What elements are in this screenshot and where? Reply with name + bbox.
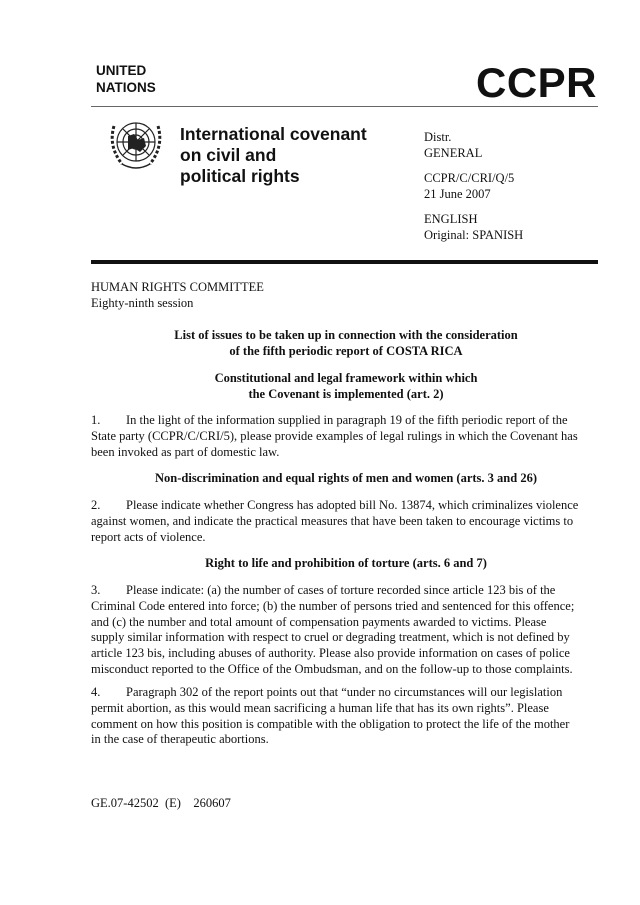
header-divider	[91, 106, 598, 107]
distr-label: Distr.	[424, 130, 452, 144]
org-name	[96, 62, 156, 96]
paragraph-line: Please indicate: (a) the number of cases of torture recorded since article 123 bis of the	[126, 583, 556, 597]
paragraph-line: Paragraph 302 of the report points out that “under no circumstances will our legislation	[126, 685, 563, 699]
paragraph-2	[91, 498, 601, 545]
paragraph-3	[91, 583, 601, 678]
paragraph-line: and (c) the number and total amount of compensation payments awarded to victims. Please	[91, 614, 547, 629]
section-heading-2: Non-discrimination and equal rights of men and women (arts. 3 and 26)	[155, 471, 537, 485]
paragraph-number: 1.	[91, 413, 101, 427]
paragraph-line: In the light of the information supplied in paragraph 19 of the fifth periodic report of the	[126, 413, 568, 427]
title-line: political rights	[180, 166, 300, 186]
paragraph-line: Criminal Code entered into force; (b) the number of persons tried and sentenced for this offence;	[91, 598, 575, 613]
section-heading-3: Right to life and prohibition of torture (arts. 6 and 7)	[205, 556, 487, 570]
paragraph-line: Please indicate whether Congress has adopted bill No. 13874, which criminalizes violence	[126, 498, 579, 512]
header-thick-rule	[91, 260, 598, 264]
un-emblem-icon	[104, 112, 168, 176]
paragraph-4	[91, 685, 601, 748]
paragraph-line: supply similar information with respect to cruel or degrading treatment, which is not defined by	[91, 630, 570, 645]
main-heading	[91, 328, 601, 360]
document-date: 21 June 2007	[424, 186, 491, 201]
paragraph-number: 4.	[91, 685, 101, 699]
committee-session: Eighty-ninth session	[91, 295, 194, 310]
title-line: on civil and	[180, 145, 277, 165]
paragraph-number: 3.	[91, 583, 101, 597]
heading-line: List of issues to be taken up in connection with the consideration	[174, 328, 518, 342]
paragraph-line: been invoked as part of domestic law.	[91, 444, 280, 459]
paragraph-line: State party (CCPR/C/CRI/5), please provide examples of legal rulings in which the Covenant has	[91, 428, 578, 443]
paragraph-1	[91, 413, 601, 460]
org-line: UNITED	[96, 63, 147, 78]
org-line: NATIONS	[96, 80, 156, 95]
document-symbol: CCPR/C/CRI/Q/5	[424, 171, 515, 185]
heading-line: the Covenant is implemented (art. 2)	[248, 386, 444, 401]
document-code: CCPR	[475, 59, 597, 106]
committee-info	[91, 280, 601, 312]
paragraph-line: misconduct reported to the Office of the Ombudsman, and on the follow-up to those complaints.	[91, 661, 573, 676]
heading-line: of the fifth periodic report of COSTA RICA	[229, 343, 463, 358]
document-metadata	[424, 130, 523, 243]
section-heading-1	[91, 371, 601, 403]
paragraph-line: against women, and indicate the practical measures that have been taken to encourage victims to	[91, 513, 574, 528]
committee-name: HUMAN RIGHTS COMMITTEE	[91, 280, 264, 294]
distribution: GENERAL	[424, 145, 483, 160]
language: ENGLISH	[424, 212, 478, 226]
paragraph-line: report acts of violence.	[91, 529, 206, 544]
original-language: Original: SPANISH	[424, 227, 524, 242]
paragraph-line: comment on how this position is compatible with the obligation to protect the life of the mother	[91, 716, 570, 731]
heading-line: Constitutional and legal framework within which	[214, 371, 478, 385]
paragraph-line: permit abortion, as this would mean sacrificing a human life that has its own rights”. Please	[91, 700, 549, 715]
paragraph-line: article 123 bis, including abuses of authority. Please also provide information on cases of police	[91, 646, 570, 661]
document-title	[180, 124, 367, 187]
paragraph-number: 2.	[91, 498, 101, 512]
paragraph-line: in the case of therapeutic abortions.	[91, 732, 269, 747]
footer-job-number: GE.07-42502 (E) 260607	[91, 796, 231, 810]
title-line: International covenant	[180, 124, 367, 144]
